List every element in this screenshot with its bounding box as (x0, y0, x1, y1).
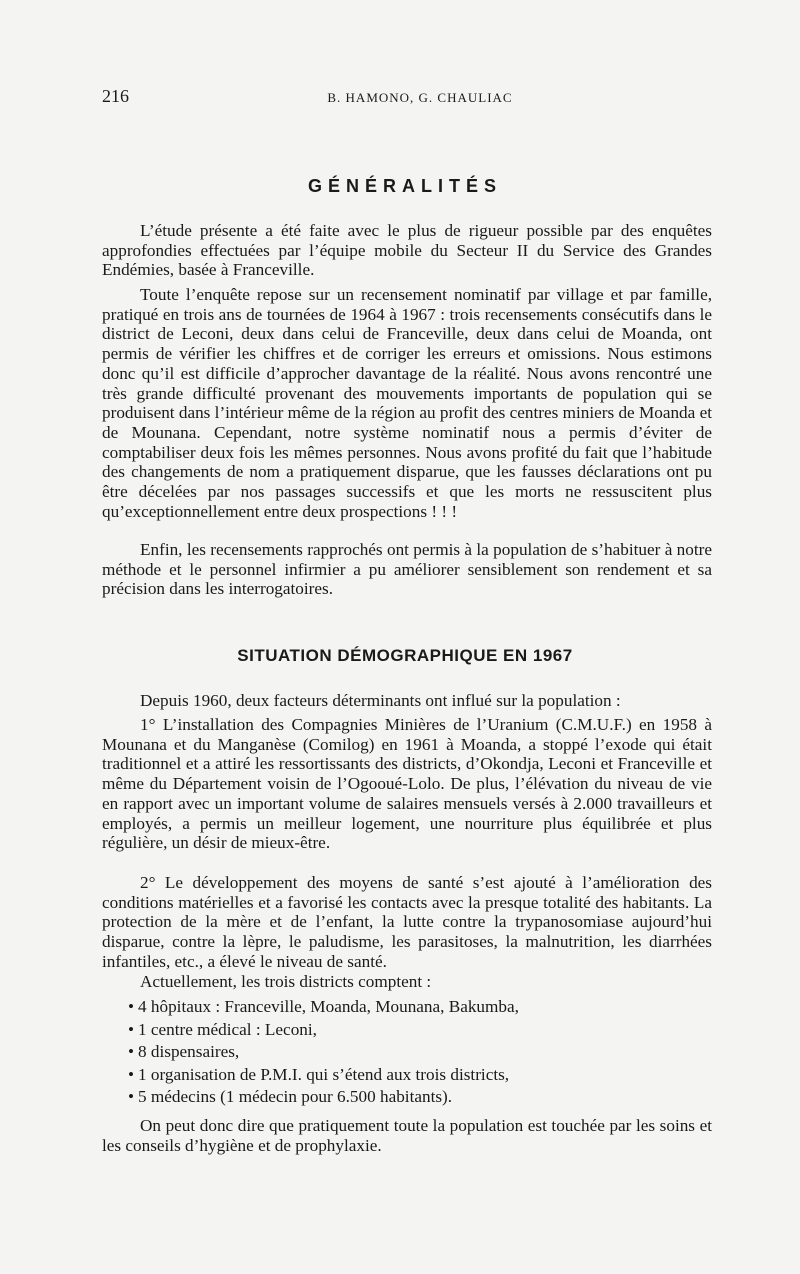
paragraph-text: On peut donc dire que pratiquement toute la population est touchée par les soins et les conseils d’hygiène et de prophylaxie. (102, 1116, 712, 1155)
bullet-icon: • (128, 997, 135, 1016)
bullet-icon: • (128, 1064, 135, 1084)
section-title-situation: SITUATION DÉMOGRAPHIQUE EN 1967 (237, 646, 573, 665)
paragraph-text: 2° Le développement des moyens de santé s’est ajouté à l’amélioration des conditions matérielles et a favorisé les contacts avec la presque totalité des habitants. La protection de la mère et de l’enfant, la lutte contre la trypanosomiase aujourd’hui disparue, contre la lèpre, le paludisme, les parasitoses, la malnutrition, les diarrhées infantiles, etc., a élevé le niveau de santé. (102, 873, 712, 971)
paragraph-facteur-1 (102, 715, 712, 853)
list-item (102, 1041, 712, 1064)
paragraph-facteur-2 (102, 873, 712, 972)
list-item (102, 996, 712, 1019)
page-header (102, 86, 708, 110)
list-item-text: 1 organisation de P.M.I. qui s’étend aux trois districts, (138, 1064, 510, 1084)
bullet-icon: • (128, 1087, 135, 1107)
paragraph-enquete (102, 285, 712, 521)
page-number: 216 (102, 86, 129, 106)
paragraph-text: 1° L’installation des Compagnies Minières de l’Uranium (C.M.U.F.) en 1958 à Mounana et du Manganèse (Comilog) en 1961 à Moanda, a stoppé l’exode qui était traditionnel et a attiré les ressortissants des districts, d’Okondja, Leconi et Franceville et même du Département voisin de l’Ogooué-Lolo. De plus, l’élévation du niveau de vie en rapport avec un important volume de salaires mensuels versés à 2.000 travailleurs et employés, a permis un meilleur logement, une nourriture plus équilibrée et plus régulière, un désir de mieux-être. (102, 715, 712, 853)
list-item (102, 1086, 712, 1109)
list-item-text: 1 centre médical : Leconi, (138, 1019, 317, 1039)
paragraph-actuellement (102, 972, 712, 992)
list-item-text: 8 dispensaires, (138, 1042, 240, 1062)
list-item (102, 1019, 712, 1042)
paragraph-enfin (102, 540, 712, 599)
list-item-text: 4 hôpitaux : Franceville, Moanda, Mounana, Bakumba, (138, 997, 519, 1016)
paragraph-text: Depuis 1960, deux facteurs déterminants ont influé sur la population : (140, 691, 621, 710)
paragraph-etude (102, 221, 712, 280)
paragraph-text: Actuellement, les trois districts comptent : (140, 972, 432, 991)
list-item (102, 1064, 712, 1087)
paragraph-depuis (102, 691, 712, 711)
facilities-list (102, 996, 712, 1109)
bullet-icon: • (128, 1019, 135, 1039)
running-head-authors: B. HAMONO, G. CHAULIAC (327, 90, 513, 105)
paragraph-text: Toute l’enquête repose sur un recensement nominatif par village et par famille, pratiqué en trois ans de tournées de 1964 à 1967 : trois recensements consécutifs dans le district de Leconi, deux dans celui de Franceville, deux dans celui de Moanda, ont permis de vérifier les chiffres et de corriger les erreurs et omissions. Nous estimons donc qu’il est difficile d’approcher davantage de la réalité. Nous avons rencontré une très grande difficulté provenant des mouvements importants de population qui se produisent dans l’intérieur même de la région au profit des centres miniers de Moanda et de Mounana. Cependant, notre système nominatif nous a permis d’éviter de comptabiliser deux fois les mêmes personnes. Nous avons profité du fait que l’habitude des changements de nom a pratiquement disparue, que les fausses déclarations ont pu être décelées par nos passages successifs et que les morts ne ressuscitent plus qu’exceptionnellement entre deux prospections ! ! ! (102, 285, 712, 521)
section-title-generalites: GÉNÉRALITÉS (307, 176, 502, 196)
paragraph-text: Enfin, les recensements rapprochés ont permis à la population de s’habituer à notre méthode et le personnel infirmier a pu améliorer sensiblement son rendement et sa précision dans les interrogatoires. (102, 540, 712, 599)
list-item-text: 5 médecins (1 médecin pour 6.500 habitants). (138, 1087, 453, 1107)
bullet-icon: • (128, 1042, 135, 1062)
paragraph-conclusion (102, 1116, 712, 1155)
paragraph-text: L’étude présente a été faite avec le plus de rigueur possible par des enquêtes approfondies effectuées par l’équipe mobile du Secteur II du Service des Grandes Endémies, basée à Franceville. (102, 221, 712, 280)
